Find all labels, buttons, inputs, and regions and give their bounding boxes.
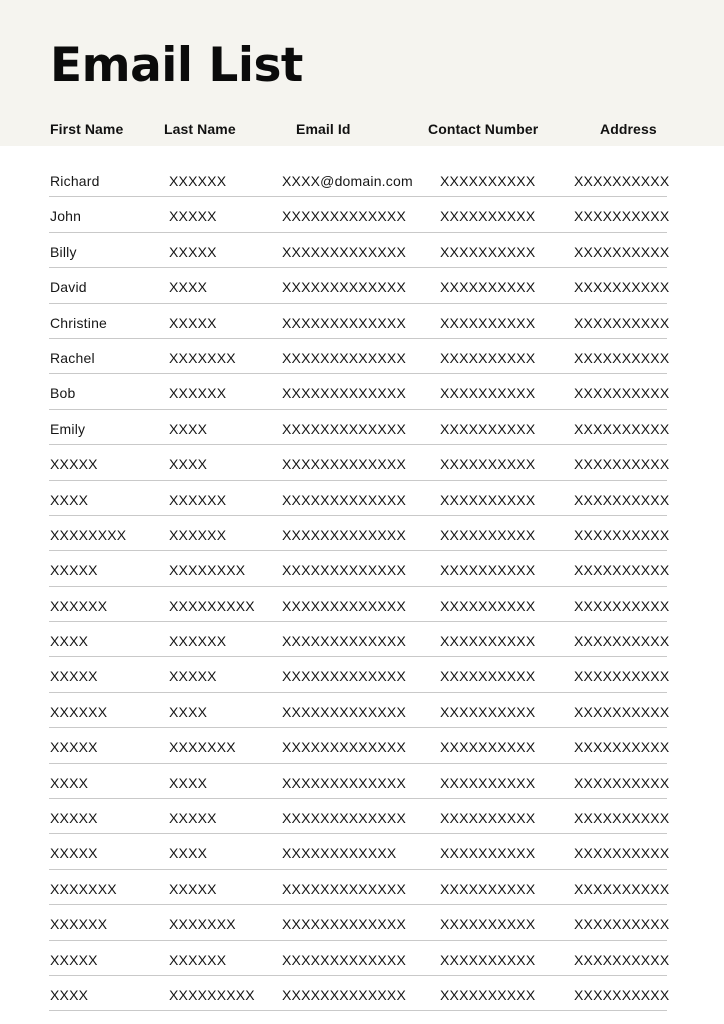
first-name-cell: XXXXX [50,951,98,968]
address-cell: XXXXXXXXXX [574,314,670,331]
last-name-cell: XXXX [169,774,208,791]
address-cell: XXXXXXXXXX [574,633,670,650]
contact-number-cell: XXXXXXXXXX [440,385,536,402]
header-band [0,0,724,146]
first-name-cell: XXXXXXXX [50,526,127,543]
email-id-cell: XXXXXXXXXXXXX [282,562,406,579]
column-header-email-id: Email Id [296,121,351,137]
contact-number-cell: XXXXXXXXXX [440,810,536,827]
first-name-cell: XXXX [50,491,89,508]
contact-number-cell: XXXXXXXXXX [440,703,536,720]
address-cell: XXXXXXXXXX [574,597,670,614]
last-name-cell: XXXXXXXX [169,562,246,579]
last-name-cell: XXXX [169,279,208,296]
table-row [49,657,670,692]
contact-number-cell: XXXXXXXXXX [440,597,536,614]
first-name-cell: Christine [50,314,108,331]
contact-number-cell: XXXXXXXXXX [440,739,536,756]
table-row [49,233,670,268]
address-cell: XXXXXXXXXX [574,845,670,862]
table-row [49,197,670,232]
first-name-cell: XXXXX [50,562,98,579]
first-name-cell: Emily [50,420,86,437]
last-name-cell: XXXXX [169,243,217,260]
contact-number-cell: XXXXXXXXXX [440,173,536,189]
address-cell: XXXXXXXXXX [574,703,670,720]
table-row [49,693,670,728]
last-name-cell: XXXXXXXXX [169,986,255,1003]
address-cell: XXXXXXXXXX [574,774,670,791]
column-header-first-name: First Name [50,121,124,137]
last-name-cell: XXXXXXXXX [169,597,255,614]
email-id-cell: XXXXXXXXXXXXX [282,703,406,720]
table-row [49,976,670,1011]
last-name-cell: XXXXX [169,314,217,331]
email-list-table [0,162,724,1011]
column-header-last-name: Last Name [164,121,236,137]
first-name-cell: XXXXX [50,810,98,827]
address-cell: XXXXXXXXXX [574,173,670,189]
address-cell: XXXXXXXXXX [574,526,670,543]
email-id-cell: XXXXXXXXXXXXX [282,986,406,1003]
last-name-cell: XXXXXX [169,633,227,650]
table-row [49,834,670,869]
last-name-cell: XXXX [169,703,208,720]
contact-number-cell: XXXXXXXXXX [440,526,536,543]
contact-number-cell: XXXXXXXXXX [440,845,536,862]
email-id-cell: XXXXXXXXXXXXX [282,279,406,296]
contact-number-cell: XXXXXXXXXX [440,562,536,579]
table-row [49,162,670,197]
first-name-cell: Bob [50,385,76,402]
table-row [49,339,670,374]
address-cell: XXXXXXXXXX [574,243,670,260]
email-id-cell: XXXXXXXXXXXXX [282,349,406,366]
email-id-cell: XXXXXXXXXXXXX [282,951,406,968]
address-cell: XXXXXXXXXX [574,810,670,827]
address-cell: XXXXXXXXXX [574,279,670,296]
email-id-cell: XXXXXXXXXXXXX [282,243,406,260]
address-cell: XXXXXXXXXX [574,456,670,473]
address-cell: XXXXXXXXXX [574,880,670,897]
email-id-cell: XXXXXXXXXXXXX [282,597,406,614]
email-id-cell: XXXXXXXXXXXXX [282,774,406,791]
address-cell: XXXXXXXXXX [574,349,670,366]
email-id-cell: XXXXXXXXXXXXX [282,456,406,473]
last-name-cell: XXXXX [169,668,217,685]
email-id-cell: XXXXXXXXXXXXX [282,491,406,508]
last-name-cell: XXXXXX [169,173,227,189]
contact-number-cell: XXXXXXXXXX [440,349,536,366]
email-id-cell: XXXXXXXXXXXXX [282,526,406,543]
table-row [49,374,670,409]
address-cell: XXXXXXXXXX [574,951,670,968]
column-header-address: Address [600,121,657,137]
first-name-cell: XXXX [50,774,89,791]
contact-number-cell: XXXXXXXXXX [440,880,536,897]
last-name-cell: XXXXXX [169,385,227,402]
contact-number-cell: XXXXXXXXXX [440,491,536,508]
table-row [49,410,670,445]
contact-number-cell: XXXXXXXXXX [440,951,536,968]
last-name-cell: XXXXX [169,208,217,225]
contact-number-cell: XXXXXXXXXX [440,420,536,437]
address-cell: XXXXXXXXXX [574,562,670,579]
table-row [49,941,670,976]
email-id-cell: XXXXXXXXXXXXX [282,633,406,650]
email-id-cell: XXXXXXXXXXXXX [282,420,406,437]
email-id-cell: XXXXXXXXXXXXX [282,314,406,331]
first-name-cell: John [50,208,82,225]
table-row [49,587,670,622]
last-name-cell: XXXXXXX [169,916,236,933]
table-row [49,799,670,834]
first-name-cell: XXXXXX [50,916,108,933]
address-cell: XXXXXXXXXX [574,385,670,402]
contact-number-cell: XXXXXXXXXX [440,208,536,225]
first-name-cell: XXXXX [50,456,98,473]
first-name-cell: David [50,279,87,296]
first-name-cell: Billy [50,243,77,260]
first-name-cell: XXXXXX [50,597,108,614]
table-row [49,268,670,303]
address-cell: XXXXXXXXXX [574,208,670,225]
first-name-cell: XXXXX [50,668,98,685]
contact-number-cell: XXXXXXXXXX [440,456,536,473]
last-name-cell: XXXXXX [169,491,227,508]
page-title: Email List [50,38,303,93]
last-name-cell: XXXXXX [169,951,227,968]
first-name-cell: XXXXXX [50,703,108,720]
address-cell: XXXXXXXXXX [574,420,670,437]
contact-number-cell: XXXXXXXXXX [440,314,536,331]
contact-number-cell: XXXXXXXXXX [440,668,536,685]
last-name-cell: XXXX [169,456,208,473]
column-header-contact-number: Contact Number [428,121,539,137]
table-row [49,481,670,516]
table-row [49,870,670,905]
email-id-cell: XXXX@domain.com [282,173,413,189]
last-name-cell: XXXXXXX [169,739,236,756]
table-row [49,304,670,339]
first-name-cell: XXXXX [50,739,98,756]
table-row [49,622,670,657]
email-id-cell: XXXXXXXXXXXXX [282,385,406,402]
first-name-cell: XXXXX [50,845,98,862]
email-id-cell: XXXXXXXXXXXXX [282,739,406,756]
table-row [49,728,670,763]
contact-number-cell: XXXXXXXXXX [440,774,536,791]
address-cell: XXXXXXXXXX [574,739,670,756]
contact-number-cell: XXXXXXXXXX [440,279,536,296]
last-name-cell: XXXXX [169,810,217,827]
last-name-cell: XXXX [169,845,208,862]
last-name-cell: XXXXXX [169,526,227,543]
email-id-cell: XXXXXXXXXXXXX [282,810,406,827]
email-id-cell: XXXXXXXXXXXXX [282,208,406,225]
table-row [49,516,670,551]
address-cell: XXXXXXXXXX [574,986,670,1003]
contact-number-cell: XXXXXXXXXX [440,986,536,1003]
contact-number-cell: XXXXXXXXXX [440,916,536,933]
last-name-cell: XXXX [169,420,208,437]
table-row [49,905,670,940]
email-id-cell: XXXXXXXXXXXX [282,845,397,862]
table-row [49,551,670,586]
first-name-cell: Rachel [50,349,95,366]
email-id-cell: XXXXXXXXXXXXX [282,880,406,897]
last-name-cell: XXXXX [169,880,217,897]
contact-number-cell: XXXXXXXXXX [440,633,536,650]
email-id-cell: XXXXXXXXXXXXX [282,668,406,685]
contact-number-cell: XXXXXXXXXX [440,243,536,260]
table-row [49,445,670,480]
email-id-cell: XXXXXXXXXXXXX [282,916,406,933]
address-cell: XXXXXXXXXX [574,491,670,508]
table-row [49,764,670,799]
address-cell: XXXXXXXXXX [574,916,670,933]
first-name-cell: XXXXXXX [50,880,117,897]
first-name-cell: Richard [50,173,100,189]
address-cell: XXXXXXXXXX [574,668,670,685]
first-name-cell: XXXX [50,633,89,650]
first-name-cell: XXXX [50,986,89,1003]
last-name-cell: XXXXXXX [169,349,236,366]
